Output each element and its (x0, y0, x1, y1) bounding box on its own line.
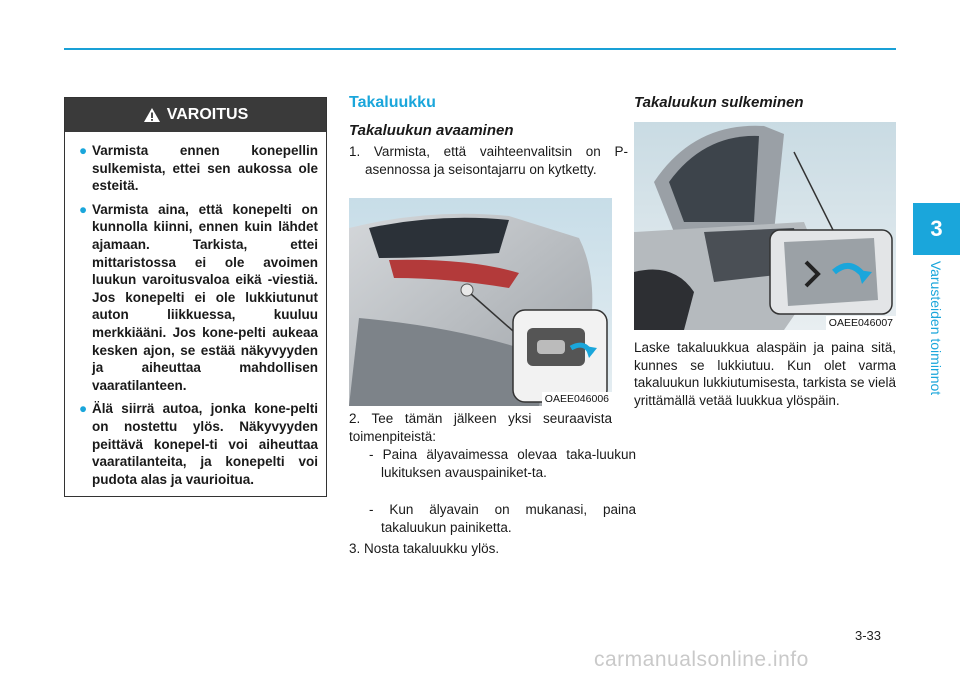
close-subheading: Takaluukun sulkeminen (634, 94, 804, 111)
warning-item-text: Älä siirrä autoa, jonka kone-pelti on nostettu ylös. Näkyvyyden peittävä konepel-ti voi aiheuttaa vaaratilanteita, ja konepelti voi pudota alas ja vaurioitua. (92, 401, 318, 487)
bullet-icon: ● (79, 143, 88, 158)
warning-item-text: Varmista aina, että konepelti on kunnolla kiinni, ennen kuin lähdet ajamaan. Tarkista, ettei mittaristossa ei ole avoimen luukun varoitusvaloa eikä -viestiä. Jos konepelti ei ole lukkiutunut auton liikkuessa, kuuluu merkkiääni. Jos kone-pelti aukeaa kesken ajon, se estää näkyvyyden ja aiheuttaa mahdollisen vaaratilanteen. (92, 201, 318, 393)
car-rear-illustration (349, 198, 612, 406)
chapter-tab: 3 (913, 203, 960, 255)
warning-item (79, 400, 318, 488)
warning-item-text: Varmista ennen konepellin sulkemista, ettei sen aukossa ole esteitä. (92, 143, 318, 194)
warning-header (65, 98, 326, 132)
section-heading: Takaluukku (349, 94, 436, 111)
step-2: 2. Tee tämän jälkeen yksi seuraavista toimenpiteistä: (349, 411, 612, 444)
figure-caption: OAEE046007 (826, 316, 896, 330)
bullet-icon: ● (79, 401, 88, 417)
header-rule (64, 48, 896, 50)
warning-title: VAROITUS (166, 106, 249, 123)
page-number: 3-33 (855, 628, 882, 643)
warning-box (64, 97, 327, 497)
step-2-option-1: - Paina älyavaimessa olevaa taka-luukun lukituksen avauspainiket-ta. (369, 447, 636, 480)
warning-triangle-icon (143, 107, 161, 123)
warning-item (79, 201, 318, 395)
close-paragraph: Laske takaluukkua alaspäin ja paina sitä, kunnes se lukkiutuu. Kun olet varma takaluukun lukkiutumisesta, tarkista se vielä yrittämällä vetää luukkua ylöspäin. (634, 340, 896, 408)
step-2-option-2: - Kun älyavain on mukanasi, paina takaluukun painiketta. (369, 502, 636, 535)
open-tailgate-illustration (634, 122, 896, 330)
open-subheading: Takaluukun avaaminen (349, 122, 514, 139)
bullet-icon: ● (79, 201, 88, 217)
tailgate-open-figure (349, 198, 612, 406)
warning-list (65, 132, 326, 488)
step-1: 1. Varmista, että vaihteenvalitsin on P-asennossa ja seisontajarru on kytketty. (349, 144, 628, 177)
step-3: 3. Nosta takaluukku ylös. (349, 541, 500, 556)
warning-item (79, 142, 318, 195)
chapter-title: Varusteiden toiminnot (928, 260, 944, 396)
watermark: carmanualsonline.info (594, 648, 809, 671)
tailgate-close-figure (634, 122, 896, 330)
figure-caption: OAEE046006 (542, 392, 612, 406)
